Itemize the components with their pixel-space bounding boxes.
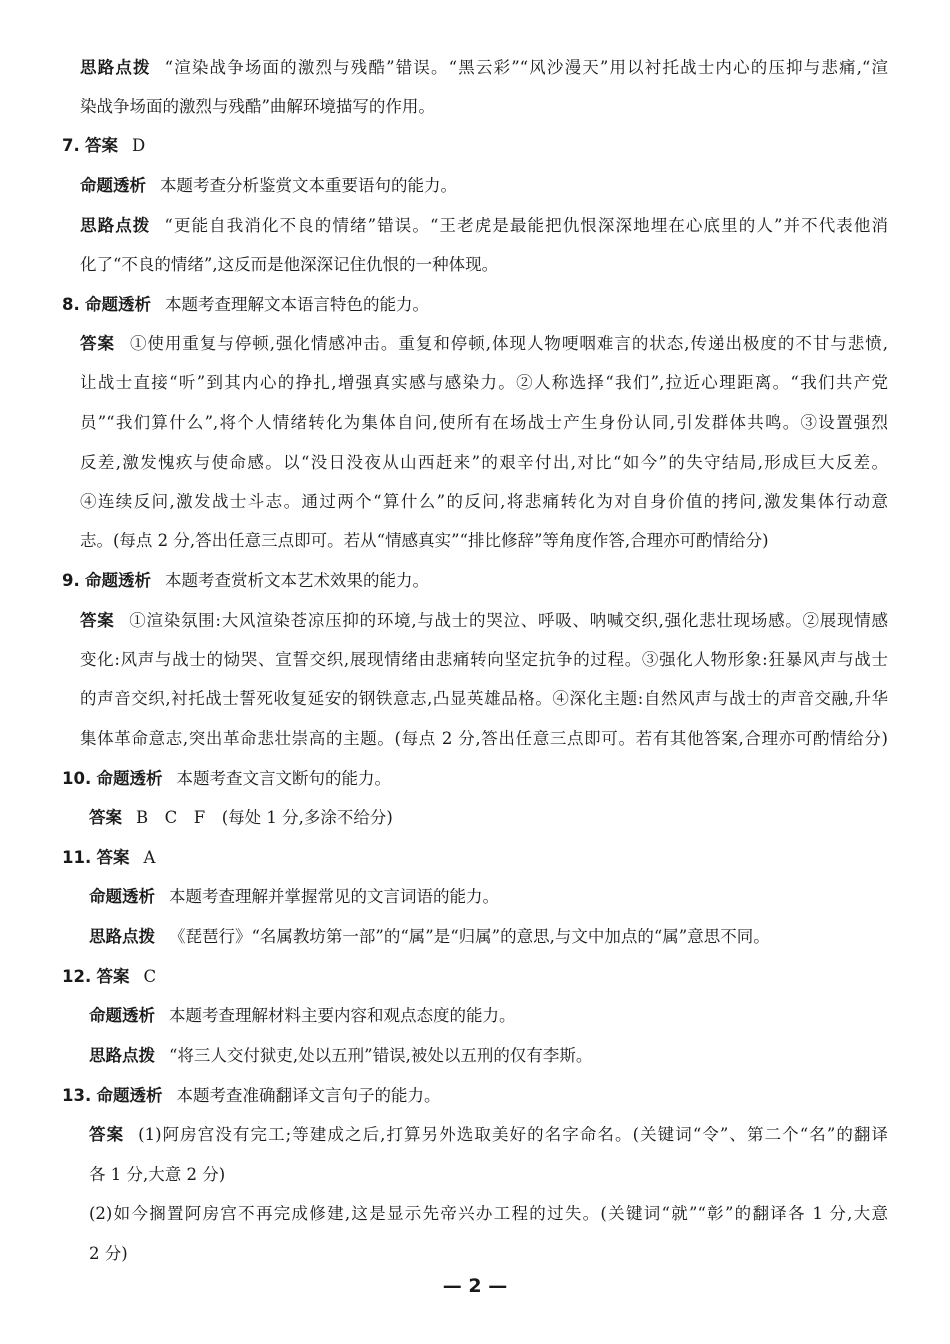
q13-answer-line-1: 答案 (1)阿房宫没有完工;等建成之后,打算另外选取美好的名字命名。(关键词“令”、第二个“名”的翻译: [89, 1125, 888, 1144]
answer-label: 答案: [85, 136, 118, 155]
intent-label: 命题透析: [96, 1086, 163, 1105]
q13-answer-line-4: 2 分): [89, 1244, 128, 1263]
q9-intent: 9. 命题透析 本题考查赏析文本艺术效果的能力。: [62, 571, 429, 590]
q10-intent: 10. 命题透析 本题考查文言文断句的能力。: [62, 769, 391, 788]
page-number: — 2 —: [442, 1275, 508, 1297]
answer-value: B C F (每处 1 分,多涂不给分): [136, 808, 393, 827]
q8-answer-line-1: 答案 ①使用重复与停顿,强化情感冲击。重复和停顿,体现人物哽咽难言的状态,传递出极度的不甘与悲愤,: [80, 334, 889, 353]
q12-hint: 思路点拨 “将三人交付狱吏,处以五刑”错误,被处以五刑的仅有李斯。: [89, 1046, 593, 1065]
q12-intent: 命题透析 本题考查理解材料主要内容和观点态度的能力。: [89, 1006, 516, 1025]
intro-hint-line-1: 思路点拨 “渲染战争场面的激烈与残酷”错误。“黑云彩”“风沙漫天”用以衬托战士内心的压抑与悲痛,“渲: [80, 58, 889, 77]
intent-label: 命题透析: [89, 887, 155, 906]
intent-label: 命题透析: [85, 295, 151, 314]
hint-label: 思路点拨: [80, 216, 151, 235]
answer-label: 答案: [89, 1125, 125, 1144]
q12-answer: 12. 答案 C: [62, 967, 157, 986]
q13-intent: 13. 命题透析 本题考查准确翻译文言句子的能力。: [62, 1086, 441, 1105]
hint-label: 思路点拨: [89, 927, 155, 946]
q8-answer-line-6: 志。(每点 2 分,答出任意三点即可。若从“情感真实”“排比修辞”等角度作答,合理亦可酌情给分): [80, 531, 769, 550]
q8-answer-line-3: 员”“我们算什么”,将个人情绪转化为集体自问,使所有在场战士产生身份认同,引发群体共鸣。③设置强烈: [80, 413, 888, 432]
q11-answer: 11. 答案 A: [62, 848, 156, 867]
q7-hint-line-1: 思路点拨 “更能自我消化不良的情绪”错误。“王老虎是最能把仇恨深深地埋在心底里的人”并不代表他消: [80, 216, 889, 235]
q7-intent: 命题透析 本题考查分析鉴赏文本重要语句的能力。: [80, 176, 457, 195]
q10-answer: [89, 807, 393, 829]
intent-label: 命题透析: [89, 1006, 155, 1025]
intent-label: 命题透析: [80, 176, 146, 195]
q7-answer: 7. 答案 D: [62, 136, 146, 155]
intent-label: 命题透析: [85, 571, 151, 590]
q11-hint: 思路点拨 《琵琶行》“名属教坊第一部”的“属”是“归属”的意思,与文中加点的“属”意思不同。: [89, 927, 770, 946]
answer-label: 答案: [96, 848, 130, 867]
q11-intent: 命题透析 本题考查理解并掌握常见的文言词语的能力。: [89, 887, 499, 906]
answer-label: 答案: [80, 611, 115, 630]
answer-value: D: [132, 136, 146, 155]
q13-answer-line-3: (2)如今搁置阿房宫不再完成修建,这是显示先帝兴办工程的过失。(关键词“就”“彰”的翻译各 1 分,大意: [89, 1204, 888, 1223]
q9-answer-line-1: 答案 ①渲染氛围:大风渲染苍凉压抑的环境,与战士的哭泣、呼吸、呐喊交织,强化悲壮现场感。②展现情感: [80, 611, 888, 630]
answer-label: 答案: [89, 808, 122, 827]
q8-answer-line-2: 让战士直接“听”到其内心的挣扎,增强真实感与感染力。②人称选择“我们”,拉近心理距离。“我们共产党: [80, 373, 888, 392]
q13-answer-line-2: 各 1 分,大意 2 分): [89, 1165, 226, 1184]
q8-answer-line-4: 反差,激发愧疚与使命感。以“没日没夜从山西赶来”的艰辛付出,对比“如今”的失守结局,形成巨大反差。: [80, 453, 888, 472]
q9-answer-line-4: 集体革命意志,突出革命悲壮崇高的主题。(每点 2 分,答出任意三点即可。若有其他答案,合理亦可酌情给分): [80, 729, 888, 748]
hint-label: 思路点拨: [80, 58, 151, 77]
q9-answer-line-2: 变化:风声与战士的恸哭、宣誓交织,展现情绪由悲痛转向坚定抗争的过程。③强化人物形象:狂暴风声与战士: [80, 650, 888, 669]
intent-label: 命题透析: [96, 769, 163, 788]
answer-value: C: [143, 967, 157, 986]
q7-hint-line-2: 化了“不良的情绪”,这反而是他深深记住仇恨的一种体现。: [80, 255, 499, 274]
answer-label: 答案: [96, 967, 130, 986]
hint-label: 思路点拨: [89, 1046, 155, 1065]
q9-answer-line-3: 的声音交织,衬托战士誓死收复延安的钢铁意志,凸显英雄品格。④深化主题:自然风声与战士的声音交融,升华: [80, 689, 888, 708]
intro-hint-line-2: 染战争场面的激烈与残酷”曲解环境描写的作用。: [80, 97, 435, 116]
answer-value: A: [143, 848, 156, 867]
answer-label: 答案: [80, 334, 115, 353]
q8-intent: 8. 命题透析 本题考查理解文本语言特色的能力。: [62, 295, 429, 314]
q8-answer-line-5: ④连续反问,激发战士斗志。通过两个“算什么”的反问,将悲痛转化为对自身价值的拷问,激发集体行动意: [80, 492, 888, 511]
